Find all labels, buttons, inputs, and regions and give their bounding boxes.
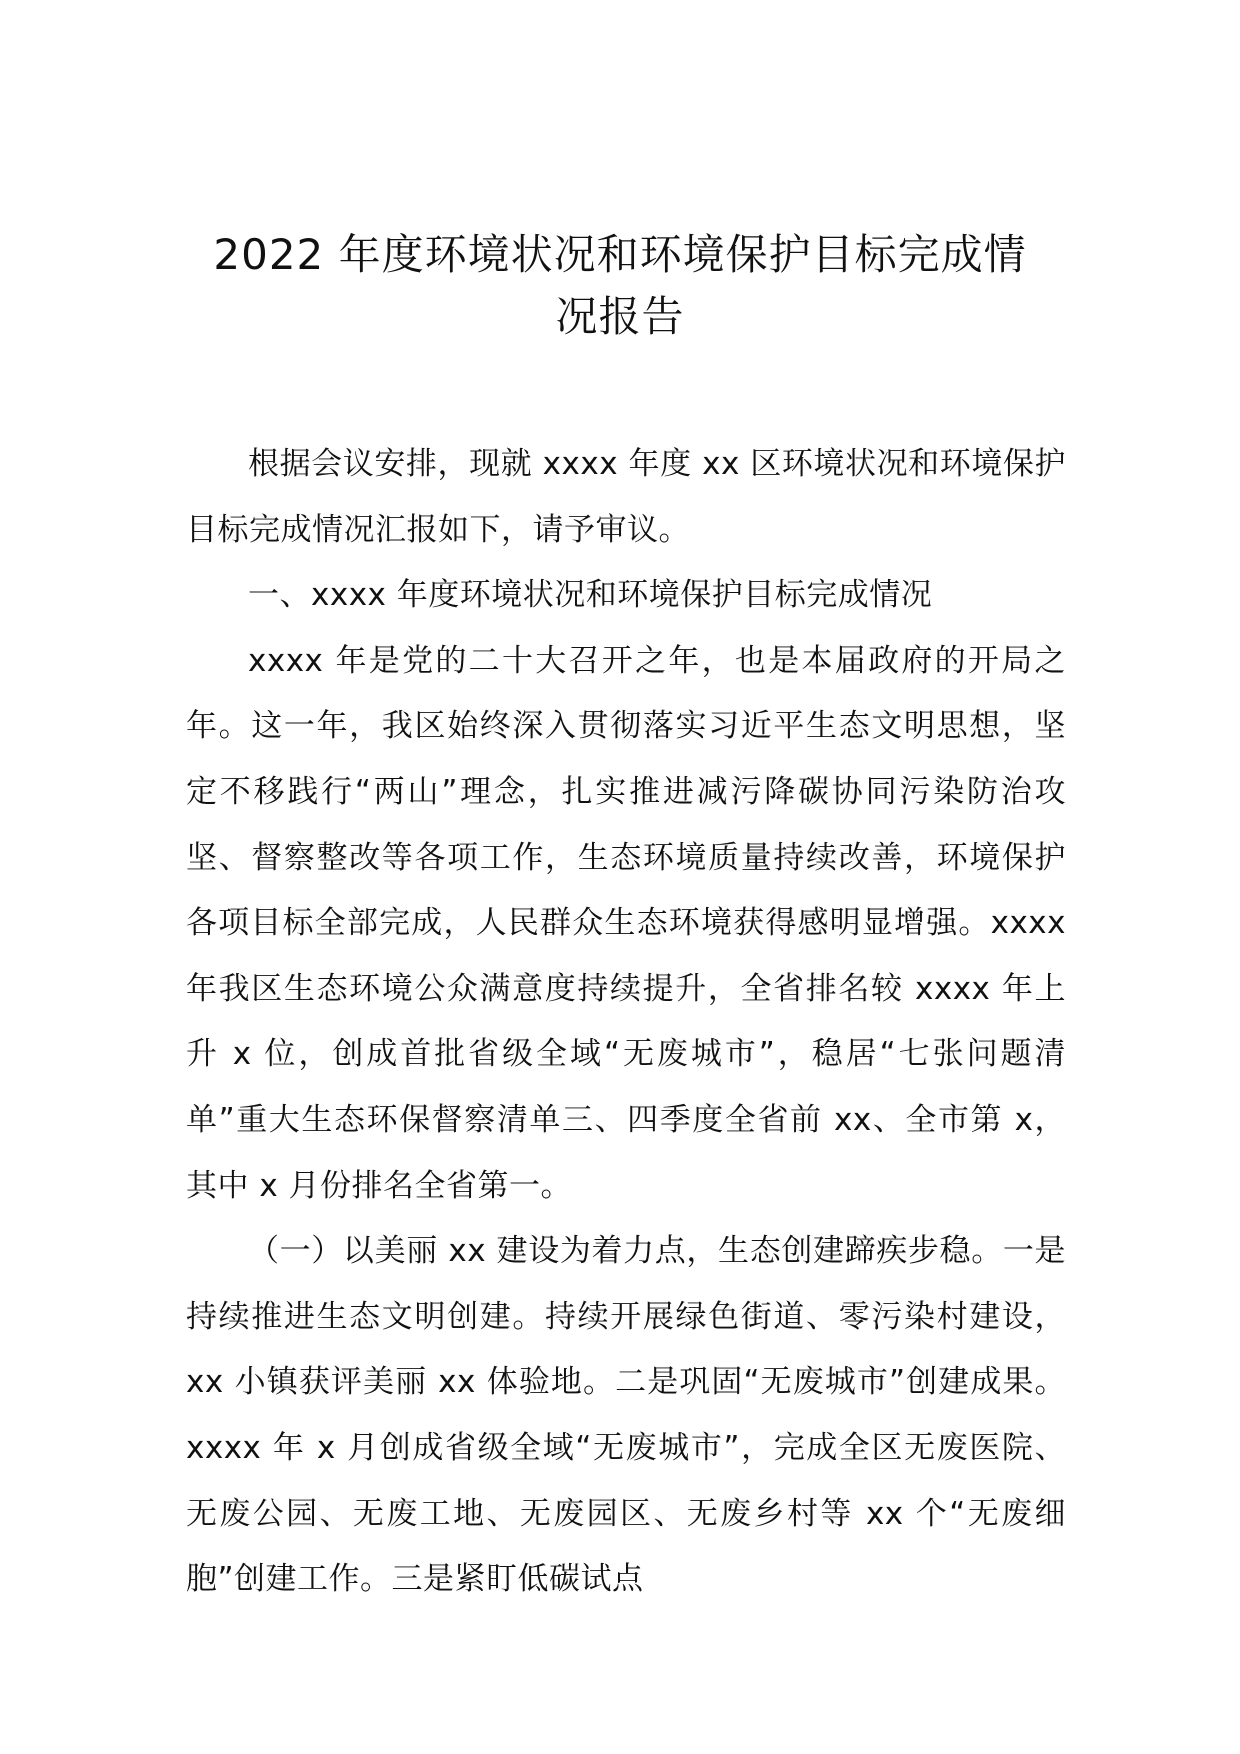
subsection-1-paragraph: （一）以美丽 xx 建设为着力点，生态创建蹄疾步稳。一是持续推进生态文明创建。持续开展绿色街道、零污染村建设，xx 小镇获评美丽 xx 体验地。二是巩固“无废城市”创建成果。xxxx 年 x 月创成省级全域“无废城市”，完成全区无废医院、无废公园、无废工地、无废园区、无废乡村等 xx 个“无废细胞”创建工作。三是紧盯低碳试点 <box>186 1233 1066 1598</box>
title-line-1: 2022 年度环境状况和环境保护目标完成情 <box>213 230 1027 279</box>
section-1-paragraph: xxxx 年是党的二十大召开之年，也是本届政府的开局之年。这一年，我区始终深入贯彻落实习近平生态文明思想，坚定不移践行“两山”理念，扎实推进减污降碳协同污染防治攻坚、督察整改等各项工作，生态环境质量持续改善，环境保护各项目标全部完成，人民群众生态环境获得感明显增强。xxxx 年我区生态环境公众满意度持续提升，全省排名较 xxxx 年上升 x 位，创成首批省级全域“无废城市”，稳居“七张问题清单”重大生态环保督察清单三、四季度全省前 xx、全市第 x，其中 x 月份排名全省第一。 <box>186 642 1066 1204</box>
intro-paragraph: 根据会议安排，现就 xxxx 年度 xx 区环境状况和环境保护目标完成情况汇报如下，请予审议。 <box>186 446 1066 548</box>
document-title <box>180 224 1060 348</box>
section-heading-1: 一、xxxx 年度环境状况和环境保护目标完成情况 <box>248 577 933 614</box>
document-body <box>186 432 1066 1613</box>
title-line-2: 况报告 <box>555 292 685 341</box>
